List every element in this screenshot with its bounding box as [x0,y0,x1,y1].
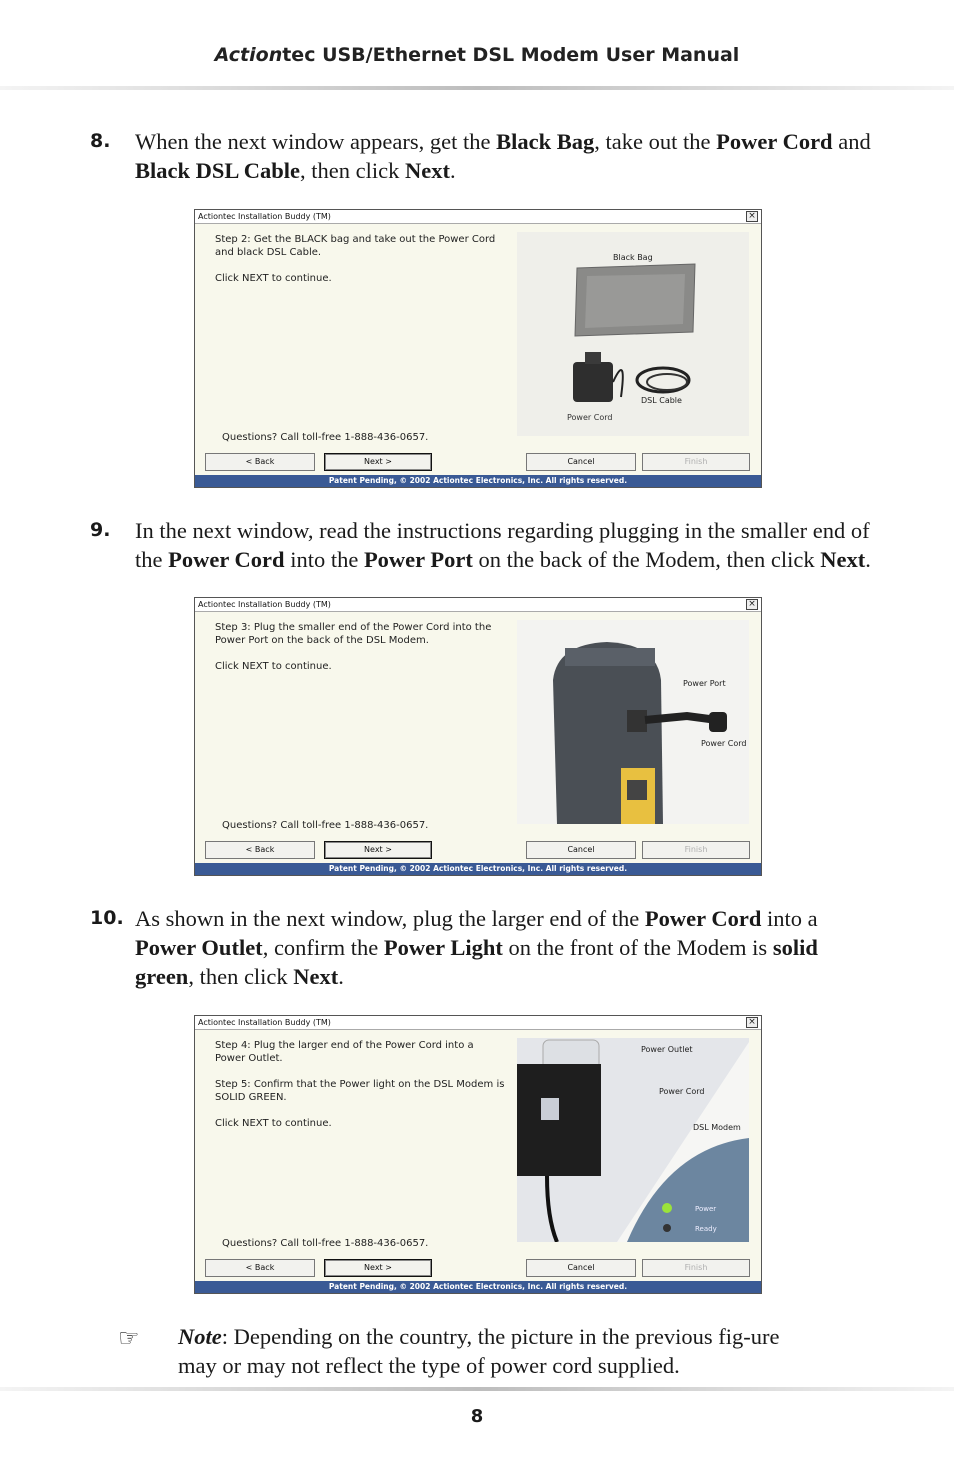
pointing-hand-icon: ☞ [118,1324,140,1352]
step-number: 9. [90,519,111,541]
step-9 [90,516,880,574]
label-power-port: Power Port [683,679,726,688]
label-power-outlet: Power Outlet [641,1045,693,1054]
window-message [215,622,505,688]
label-dsl-cable: DSL Cable [641,396,682,405]
note-body: : Depending on the country, the picture in the previous fig-ure may or may not reflect the type of power cord supplied. [178,1324,780,1378]
step-text [135,516,880,574]
step-8 [90,127,880,185]
page-header [0,44,954,66]
note-text [178,1322,798,1380]
power-outlet-illustration [517,1038,749,1242]
text-run: In the next window, read the instructions regarding plugging in the smaller end of the [135,518,870,572]
text-run: , then click [300,158,406,183]
label-dsl-modem: DSL Modem [693,1123,741,1132]
support-phone: Questions? Call toll-free 1-888-436-0657. [222,820,429,831]
finish-button[interactable]: Finish [642,453,750,471]
bold-run: Power Cord [716,129,833,154]
label-black-bag: Black Bag [613,253,653,262]
text-run: , then click [188,964,294,989]
text-run: on the front of the Modem is [502,935,773,960]
note-label: Note [178,1324,222,1349]
note [118,1322,798,1380]
bold-run: Black Bag [496,129,595,154]
window-message [215,1040,505,1145]
finish-button[interactable]: Finish [642,841,750,859]
installer-window-step2 [194,209,762,488]
window-statusbar: Patent Pending, © 2002 Actiontec Electronics, Inc. All rights reserved. [195,1281,761,1293]
header-brand: Action [214,44,283,66]
support-phone: Questions? Call toll-free 1-888-436-0657. [222,1238,429,1249]
step-number: 8. [90,130,111,152]
power-port-illustration [517,620,749,824]
label-ready-light: Ready [695,1225,717,1233]
bold-run: Next [405,158,450,183]
message-line: Step 5: Confirm that the Power light on the DSL Modem is SOLID GREEN. [215,1079,505,1103]
window-titlebar: Actiontec Installation Buddy (TM) [195,210,761,224]
step-number: 10. [90,907,124,929]
close-button[interactable]: × [746,599,758,610]
installer-window-step4 [194,1015,762,1294]
bold-run: Next [293,964,339,989]
cancel-button[interactable]: Cancel [526,1259,636,1277]
label-power-light: Power [695,1205,717,1213]
next-button[interactable]: Next > [324,453,432,471]
text-run: and [832,129,871,154]
text-run: As shown in the next window, plug the larger end of the [135,906,645,931]
window-statusbar: Patent Pending, © 2002 Actiontec Electronics, Inc. All rights reserved. [195,863,761,875]
back-button[interactable]: < Back [205,1259,315,1277]
message-line: Click NEXT to continue. [215,273,332,284]
page-number: 8 [470,1406,484,1427]
back-button[interactable]: < Back [205,453,315,471]
message-line: Step 3: Plug the smaller end of the Power Cord into the Power Port on the back of the DSL Modem. [215,622,492,646]
cancel-button[interactable]: Cancel [526,841,636,859]
bold-run: Power Cord [168,547,285,572]
text-run: into a [761,906,818,931]
label-power-cord: Power Cord [567,413,613,422]
black-bag-illustration [517,232,749,436]
close-button[interactable]: × [746,1017,758,1028]
bold-run: solid green [135,935,818,989]
header-title: tec USB/Ethernet DSL Modem User Manual [282,44,740,66]
bold-run: Power Light [383,935,503,960]
step-text [135,904,880,991]
text-run: When the next window appears, get the [135,129,497,154]
bold-run: Power Outlet [135,935,263,960]
back-button[interactable]: < Back [205,841,315,859]
header-divider [0,86,954,90]
message-line: Click NEXT to continue. [215,661,332,672]
bold-run: Next [820,547,866,572]
window-titlebar: Actiontec Installation Buddy (TM) [195,598,761,612]
close-button[interactable]: × [746,211,758,222]
message-line: Step 2: Get the BLACK bag and take out the Power Cord and black DSL Cable. [215,234,496,258]
next-button[interactable]: Next > [324,1259,432,1277]
message-line: Click NEXT to continue. [215,1118,332,1129]
text-run: , take out the [594,129,717,154]
message-line: Step 4: Plug the larger end of the Power Cord into a Power Outlet. [215,1040,474,1064]
step-10 [90,904,880,991]
window-statusbar: Patent Pending, © 2002 Actiontec Electronics, Inc. All rights reserved. [195,475,761,487]
bold-run: Power Port [363,547,473,572]
next-button[interactable]: Next > [324,841,432,859]
text-run: . [338,964,344,989]
window-message [215,234,505,300]
footer-divider [0,1387,954,1391]
bold-run: Power Cord [644,906,762,931]
cancel-button[interactable]: Cancel [526,453,636,471]
text-run: on the back of the Modem, then click [472,547,821,572]
text-run: into the [284,547,364,572]
label-power-cord: Power Cord [701,739,747,748]
label-power-cord: Power Cord [659,1087,705,1096]
finish-button[interactable]: Finish [642,1259,750,1277]
bold-run: Black DSL Cable [135,158,301,183]
window-titlebar: Actiontec Installation Buddy (TM) [195,1016,761,1030]
installer-window-step3 [194,597,762,876]
step-text [135,127,880,185]
text-run: . [865,547,871,572]
text-run: . [450,158,456,183]
text-run: , confirm the [262,935,384,960]
support-phone: Questions? Call toll-free 1-888-436-0657. [222,432,429,443]
